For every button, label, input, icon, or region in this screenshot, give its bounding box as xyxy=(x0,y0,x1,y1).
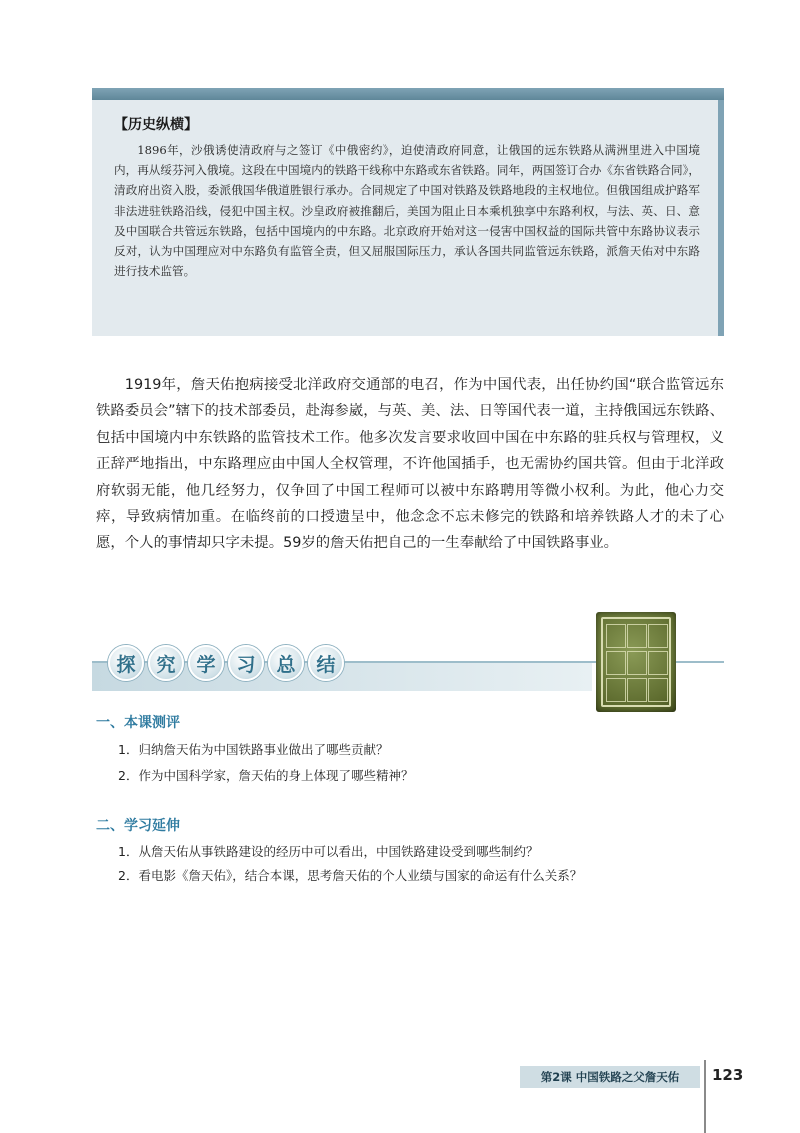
seal-glyph xyxy=(606,678,626,702)
seal-glyph xyxy=(606,651,626,675)
footer-lesson-title: 第2课 中国铁路之父詹天佑 xyxy=(520,1066,700,1088)
banner-char: 总 xyxy=(268,645,304,681)
banner-char: 究 xyxy=(148,645,184,681)
seal-glyph xyxy=(648,651,668,675)
seal-glyph xyxy=(648,624,668,648)
seal-glyph xyxy=(627,651,647,675)
question-item: 1．从詹天佑从事铁路建设的经历中可以看出，中国铁路建设受到哪些制约？ xyxy=(118,844,539,859)
seal-glyph xyxy=(606,624,626,648)
seal-glyph xyxy=(627,624,647,648)
banner-char: 探 xyxy=(108,645,144,681)
seal-glyph xyxy=(648,678,668,702)
history-box-side-bar xyxy=(718,100,724,336)
banner-char: 习 xyxy=(228,645,264,681)
section-heading-assessment: 一、本课测评 xyxy=(96,715,180,731)
history-box-text: 1896年，沙俄诱使清政府与之签订《中俄密约》，迫使清政府同意，让俄国的远东铁路从满洲里进入中国境内，再从绥芬河入俄境。这段在中国境内的铁路干线称中东路或东省铁路。同年，两国签订合办《东省铁路合同》，清政府出资入股，委派俄国华俄道胜银行承办。合同规定了中国对铁路及铁路地段的主权地位。但俄国组成护路军非法进驻铁路沿线，侵犯中国主权。沙皇政府被推翻后，美国为阻止日本乘机独享中东路利权，与法、英、日、意及中国联合共管远东铁路，包括中国境内的中东路。北京政府开始对这一侵害中国权益的国际共管中东路协议表示反对，认为中国理应对中东路负有监管全责，但又屈服国际压力，承认各国共同监管远东铁路，派詹天佑对中东路进行技术监管。 xyxy=(114,143,700,279)
banner-char: 结 xyxy=(308,645,344,681)
footer-rule xyxy=(704,1060,706,1133)
section-banner-title xyxy=(108,645,344,681)
history-box-title: 【历史纵横】 xyxy=(114,117,198,133)
page-number: 123 xyxy=(712,1066,744,1084)
section-heading-extension: 二、学习延伸 xyxy=(96,818,180,834)
question-item: 1．归纳詹天佑为中国铁路事业做出了哪些贡献？ xyxy=(118,742,389,757)
seal-stamp-icon xyxy=(596,612,676,712)
question-item: 2．作为中国科学家，詹天佑的身上体现了哪些精神？ xyxy=(118,768,414,783)
history-box-top-bar xyxy=(92,88,724,100)
question-item: 2．看电影《詹天佑》，结合本课，思考詹天佑的个人业绩与国家的命运有什么关系？ xyxy=(118,868,583,883)
history-sidebar-box xyxy=(92,88,724,336)
main-paragraph: 1919年，詹天佑抱病接受北洋政府交通部的电召，作为中国代表，出任协约国“联合监管远东铁路委员会”辖下的技术部委员，赴海参崴，与英、美、法、日等国代表一道，主持俄国远东铁路、包括中国境内中东铁路的监管技术工作。他多次发言要求收回中国在中东路的驻兵权与管理权，义正辞严地指出，中东路理应由中国人全权管理，不许他国插手，也无需协约国共管。但由于北洋政府软弱无能，他几经努力，仅争回了中国工程师可以被中东路聘用等微小权利。为此，他心力交瘁，导致病情加重。在临终前的口授遗呈中，他念念不忘未修完的铁路和培养铁路人才的未了心愿，个人的事情却只字未提。59岁的詹天佑把自己的一生奉献给了中国铁路事业。 xyxy=(96,377,724,552)
seal-glyph xyxy=(627,678,647,702)
banner-char: 学 xyxy=(188,645,224,681)
